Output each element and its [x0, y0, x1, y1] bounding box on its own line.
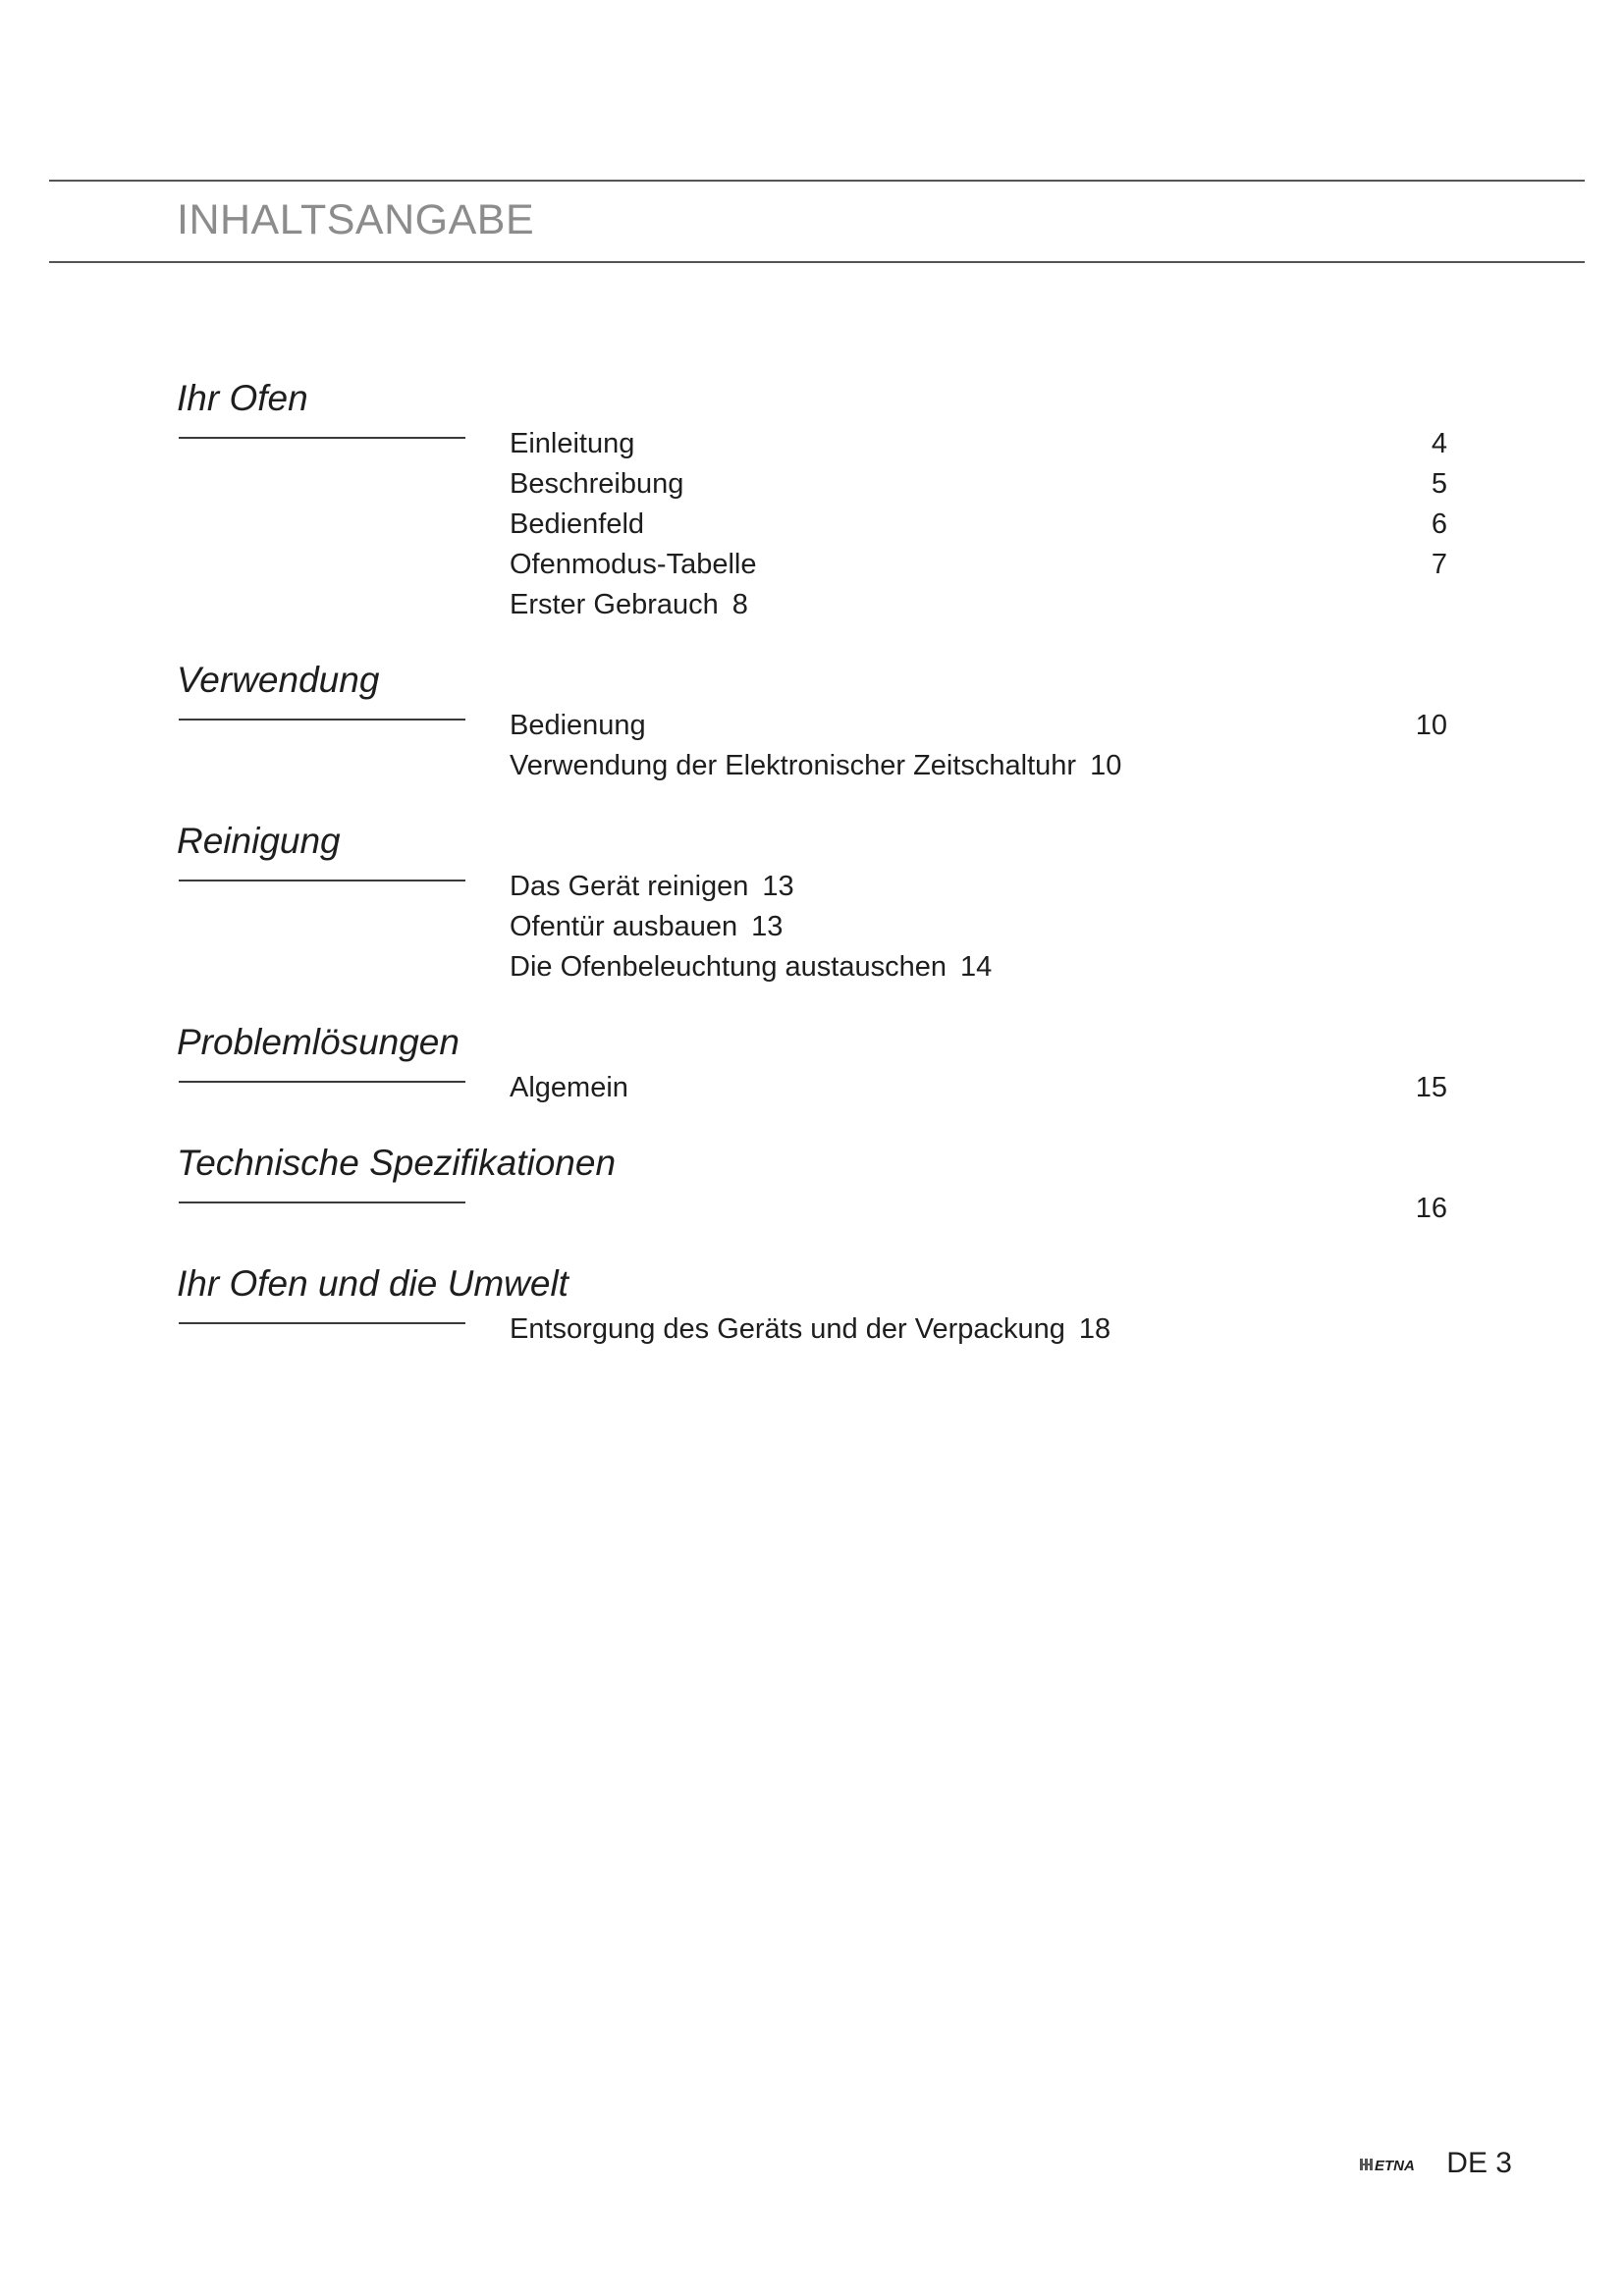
section-heading-technische-spezifikationen: Technische Spezifikationen [177, 1143, 617, 1183]
toc-entry[interactable] [510, 746, 1447, 785]
toc-entry-page: 14 [959, 951, 993, 983]
toc-entry-label: Verwendung der Elektronischer Zeitschaltuhr [510, 750, 1077, 781]
toc-entry-page: 8 [731, 589, 748, 620]
toc-entry-label: Bedienfeld [510, 508, 645, 540]
toc-entry[interactable] [510, 505, 1447, 544]
section-underline [179, 437, 465, 439]
toc-entry-page: 10 [1090, 750, 1122, 781]
section-underline [179, 1322, 465, 1324]
toc-entry[interactable] [510, 947, 1447, 987]
toc-entry-page: 16 [1415, 1193, 1447, 1224]
section-heading-reinigung: Reinigung [177, 821, 341, 861]
toc-entry-page: 4 [1431, 428, 1447, 459]
toc-entry[interactable] [510, 585, 1447, 624]
section-underline [179, 719, 465, 721]
toc-entry[interactable] [510, 706, 1447, 745]
toc-entry[interactable] [510, 464, 1447, 504]
page-footer [1360, 2147, 1512, 2180]
toc-entry-page: 13 [751, 911, 784, 942]
page-title: INHALTSANGABE [177, 196, 535, 243]
section-underline [179, 1201, 465, 1203]
section-heading-ihr-ofen-und-die-umwelt: Ihr Ofen und die Umwelt [177, 1263, 568, 1304]
section-heading-ihr-ofen: Ihr Ofen [177, 378, 308, 418]
toc-entry-page: 18 [1078, 1313, 1111, 1345]
header-rule-top [49, 180, 1585, 182]
toc-entry[interactable] [510, 867, 1447, 906]
toc-entry-page: 7 [1431, 549, 1447, 580]
toc-entry[interactable] [510, 424, 1447, 463]
toc-entry-label: Das Gerät reinigen [510, 871, 749, 902]
toc-entry-page: 10 [1415, 710, 1447, 741]
svg-text:ETNA: ETNA [1375, 2158, 1416, 2174]
toc-entry[interactable] [510, 1309, 1447, 1349]
page-number: DE 3 [1446, 2147, 1512, 2179]
toc-entry[interactable] [510, 907, 1447, 946]
toc-entry-label: Algemein [510, 1072, 628, 1103]
toc-entry-label: Erster Gebrauch [510, 589, 719, 620]
toc-entry-label: Entsorgung des Geräts und der Verpackung [510, 1313, 1065, 1345]
section-heading-problemloesungen: Problemlösungen [177, 1022, 460, 1062]
toc-entry[interactable] [510, 1189, 1447, 1228]
etna-logo-icon [1360, 2152, 1431, 2175]
toc-entry-page: 15 [1415, 1072, 1447, 1103]
toc-entry-label: Einleitung [510, 428, 635, 459]
toc-entry-label: Ofentür ausbauen [510, 911, 738, 942]
toc-entry-page: 6 [1431, 508, 1447, 540]
toc-entry-label: Beschreibung [510, 468, 684, 500]
toc-entry-page: 5 [1431, 468, 1447, 500]
toc-entry[interactable] [510, 1068, 1447, 1107]
section-underline [179, 880, 465, 881]
section-heading-verwendung: Verwendung [177, 660, 380, 700]
toc-entry-page: 13 [762, 871, 794, 902]
section-underline [179, 1081, 465, 1083]
toc-entry-label: Ofenmodus-Tabelle [510, 549, 757, 580]
header-rule-bottom [49, 261, 1585, 263]
toc-entry-label: Die Ofenbeleuchtung austauschen [510, 951, 947, 983]
toc-entry[interactable] [510, 545, 1447, 584]
toc-entry-label: Bedienung [510, 710, 646, 741]
